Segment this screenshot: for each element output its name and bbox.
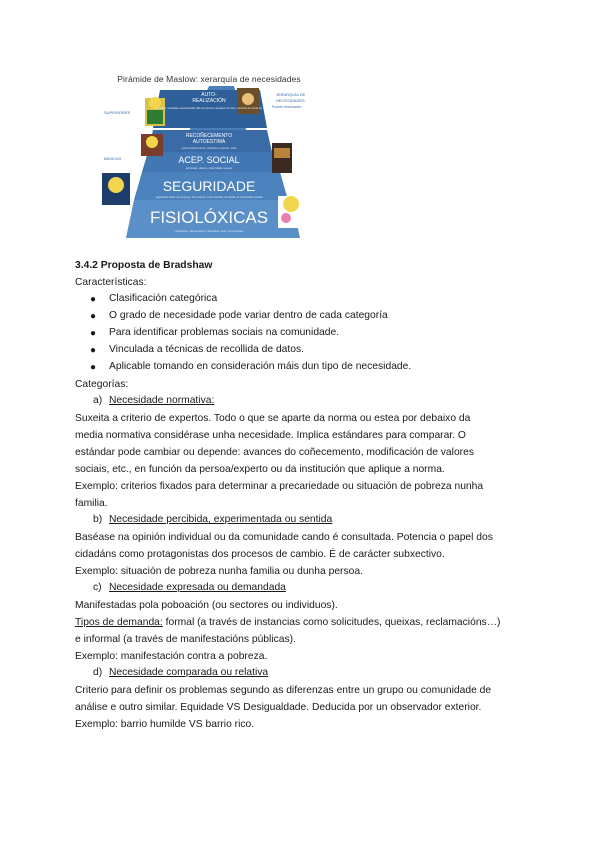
- subsection-c-title: Necesidade expresada ou demandada: [109, 582, 286, 593]
- caracteristicas-label: Características:: [75, 277, 147, 288]
- tipos-demanda-text: formal (a través de instancias como solicitudes, queixas, reclamacións…): [162, 617, 501, 628]
- social-desc: amizade, afecto, intimidade sexual: [185, 166, 233, 170]
- paragraph-line: media normativa considérase unha necesidade. Implica estándares para comparar. O: [75, 430, 466, 441]
- figure-title: Pirámide de Maslow: xerarquía de necesidades: [117, 74, 301, 84]
- esteem-desc: autorrecoñecemento, confianza, respecto, éxito: [181, 147, 237, 150]
- list-item: O grado de necesidade pode variar dentro de cada categoría: [109, 310, 388, 321]
- label-right-3: Fuente motivación: [272, 105, 302, 109]
- subsection-b-title: Necesidade percibida, experimentada ou sentida: [109, 514, 333, 525]
- paragraph-line: e informal (a través de manifestacións públicas).: [75, 634, 296, 645]
- esteem-title-2: AUTOESTIMA: [192, 139, 226, 145]
- subsection-a-title: Necesidade normativa:: [109, 395, 215, 406]
- paragraph-line: Exemplo: criterios fixados para determinar a precariedade ou situación de pobreza nunha: [75, 481, 484, 492]
- list-item: Para identificar problemas sociais na comunidade.: [109, 327, 340, 338]
- paragraph-line: Baséase na opinión individual ou da comunidade cando é consultada. Potencia o papel dos: [75, 532, 493, 543]
- safety-title: SEGURIDADE: [162, 178, 256, 194]
- paragraph-line: Manifestadas pola poboación (ou sectores ou individuos).: [75, 600, 338, 611]
- bullet-icon: ●: [90, 362, 97, 373]
- self-title-2: REALIZACIÓN: [192, 98, 226, 104]
- self-desc: moralidad, creatividad, espontaneidad, falta de prejuicios, aceptación de feitos, resolución de problemas: [156, 108, 262, 110]
- safety-desc: seguridade física, de emprego, de recursos, moral, familiar, de saúde, de propiedade privada: [155, 196, 263, 199]
- paragraph-line: análise e outro similar. Equidade VS Desigualdade. Deducida por un observador exterior.: [75, 702, 482, 713]
- paragraph-line: Exemplo: manifestación contra a pobreza.: [75, 651, 268, 662]
- phys-title: FISIOLÓXICAS: [149, 208, 269, 227]
- paragraph-line: Suxeita a criterio de expertos. Todo o que se aparte da norma ou estea por debaixo da: [75, 413, 471, 424]
- paragraph-line: cidadáns como protagonistas dos procesos de cambio. É de carácter subxectivo.: [75, 549, 445, 560]
- maslow-pyramid-figure: [100, 72, 318, 238]
- subsection-d-title: Necesidade comparada ou relativa: [109, 667, 269, 678]
- social-title: ACEP. SOCIAL: [178, 155, 240, 165]
- paragraph-line: sociais, etc., en función da persoa/experto ou da institución que aplique a norma.: [75, 464, 445, 475]
- self-title: AUTO-: [201, 92, 217, 98]
- bullet-icon: ●: [90, 345, 97, 356]
- esteem-title: RECOÑECEMENTO: [185, 133, 233, 139]
- subsection-b-marker: b): [93, 514, 103, 525]
- pyramid-graphic: [100, 72, 318, 238]
- label-right-2: NECESIDADES: [276, 98, 305, 103]
- subsection-a-marker: a): [93, 395, 103, 406]
- paragraph-line: Criterio para definir os problemas segundo as diferenzas entre un grupo ou comunidade de: [75, 685, 492, 696]
- paragraph-line: Exemplo: situación de pobreza nunha familia ou dunha persoa.: [75, 566, 363, 577]
- categorias-label: Categorías:: [75, 379, 129, 390]
- paragraph-line: Exemplo: barrio humilde VS barrio rico.: [75, 719, 255, 730]
- phys-desc: respiración, alimentación, descanso, sexo, homeostase: [174, 229, 244, 233]
- label-basicas: BÁSICAS: [104, 156, 122, 161]
- subsection-c-marker: c): [93, 582, 102, 593]
- subsection-d-marker: d): [93, 667, 103, 678]
- tipos-demanda-line: [75, 616, 500, 630]
- list-item: Vinculada a técnicas de recollida de datos.: [109, 344, 305, 355]
- label-right-1: JERARQUÍA DE: [276, 92, 306, 97]
- bullet-icon: ●: [90, 328, 97, 339]
- section-heading: 3.4.2 Proposta de Bradshaw: [75, 260, 213, 271]
- list-item: Aplicable tomando en consideración máis dun tipo de necesidade.: [109, 361, 412, 372]
- bullet-icon: ●: [90, 294, 97, 305]
- paragraph-line: estándar pode cambiar ou depende: avances do coñecemento, modificación de valores: [75, 447, 474, 458]
- tipos-demanda-label: Tipos de demanda:: [75, 617, 163, 628]
- paragraph-line: familia.: [75, 498, 108, 509]
- bullet-icon: ●: [90, 311, 97, 322]
- label-superiores: SUPERIORES: [104, 110, 131, 115]
- list-item: Clasificación categórica: [109, 293, 218, 304]
